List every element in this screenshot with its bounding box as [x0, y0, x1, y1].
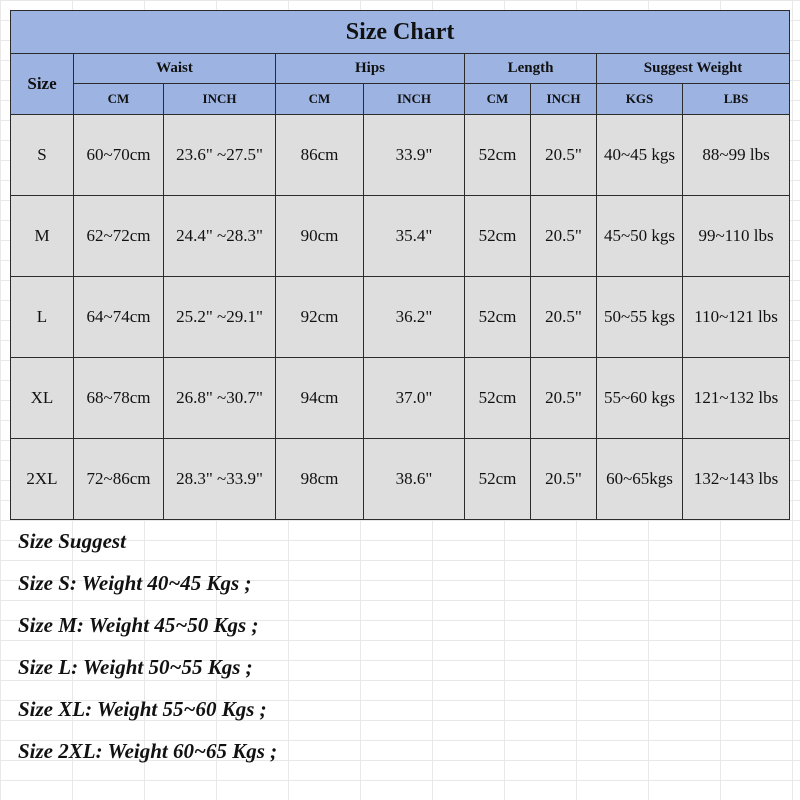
weight-kgs-cell: 40~45 kgs [597, 115, 683, 196]
size-cell: L [11, 277, 74, 358]
hips-inch-header: INCH [364, 84, 465, 115]
length-inch-cell: 20.5" [531, 196, 597, 277]
length-cm-cell: 52cm [465, 196, 531, 277]
waist-cm-cell: 72~86cm [74, 439, 164, 520]
waist-cm-cell: 64~74cm [74, 277, 164, 358]
hips-inch-cell: 37.0" [364, 358, 465, 439]
size-cell: M [11, 196, 74, 277]
weight-lbs-cell: 99~110 lbs [683, 196, 790, 277]
table-row [11, 196, 790, 277]
length-cm-header: CM [465, 84, 531, 115]
length-cm-cell: 52cm [465, 277, 531, 358]
size-column-header: Size [11, 54, 74, 115]
hips-header: Hips [276, 54, 465, 84]
size-suggest-line: Size XL: Weight 55~60 Kgs ; [18, 697, 267, 721]
size-suggest-section [18, 527, 277, 779]
weight-kgs-cell: 45~50 kgs [597, 196, 683, 277]
length-inch-cell: 20.5" [531, 358, 597, 439]
waist-inch-cell: 23.6" ~27.5" [164, 115, 276, 196]
waist-inch-header: INCH [164, 84, 276, 115]
waist-header: Waist [74, 54, 276, 84]
hips-inch-cell: 33.9" [364, 115, 465, 196]
hips-inch-cell: 36.2" [364, 277, 465, 358]
length-cm-cell: 52cm [465, 358, 531, 439]
weight-lbs-cell: 121~132 lbs [683, 358, 790, 439]
waist-inch-cell: 26.8" ~30.7" [164, 358, 276, 439]
length-inch-cell: 20.5" [531, 439, 597, 520]
size-suggest-line: Size L: Weight 50~55 Kgs ; [18, 655, 253, 679]
table-row [11, 358, 790, 439]
size-cell: 2XL [11, 439, 74, 520]
weight-lbs-cell: 88~99 lbs [683, 115, 790, 196]
weight-kgs-cell: 60~65kgs [597, 439, 683, 520]
length-inch-header: INCH [531, 84, 597, 115]
hips-inch-cell: 35.4" [364, 196, 465, 277]
weight-lbs-cell: 132~143 lbs [683, 439, 790, 520]
weight-kgs-cell: 50~55 kgs [597, 277, 683, 358]
size-cell: XL [11, 358, 74, 439]
table-row [11, 439, 790, 520]
hips-cm-cell: 98cm [276, 439, 364, 520]
size-suggest-line: Size M: Weight 45~50 Kgs ; [18, 613, 259, 637]
hips-cm-cell: 90cm [276, 196, 364, 277]
waist-cm-cell: 60~70cm [74, 115, 164, 196]
suggest-weight-header: Suggest Weight [597, 54, 790, 84]
size-cell: S [11, 115, 74, 196]
waist-inch-cell: 28.3" ~33.9" [164, 439, 276, 520]
length-header: Length [465, 54, 597, 84]
chart-title: Size Chart [11, 11, 790, 54]
hips-cm-header: CM [276, 84, 364, 115]
length-cm-cell: 52cm [465, 439, 531, 520]
size-suggest-heading: Size Suggest [18, 529, 126, 553]
waist-cm-cell: 62~72cm [74, 196, 164, 277]
length-cm-cell: 52cm [465, 115, 531, 196]
waist-cm-cell: 68~78cm [74, 358, 164, 439]
size-suggest-line: Size 2XL: Weight 60~65 Kgs ; [18, 739, 278, 763]
weight-lbs-header: LBS [683, 84, 790, 115]
hips-cm-cell: 94cm [276, 358, 364, 439]
table-row [11, 115, 790, 196]
weight-kgs-header: KGS [597, 84, 683, 115]
length-inch-cell: 20.5" [531, 277, 597, 358]
table-row [11, 277, 790, 358]
waist-cm-header: CM [74, 84, 164, 115]
waist-inch-cell: 25.2" ~29.1" [164, 277, 276, 358]
waist-inch-cell: 24.4" ~28.3" [164, 196, 276, 277]
hips-cm-cell: 86cm [276, 115, 364, 196]
size-chart-table [10, 10, 790, 520]
weight-lbs-cell: 110~121 lbs [683, 277, 790, 358]
hips-cm-cell: 92cm [276, 277, 364, 358]
length-inch-cell: 20.5" [531, 115, 597, 196]
size-suggest-line: Size S: Weight 40~45 Kgs ; [18, 571, 252, 595]
weight-kgs-cell: 55~60 kgs [597, 358, 683, 439]
hips-inch-cell: 38.6" [364, 439, 465, 520]
